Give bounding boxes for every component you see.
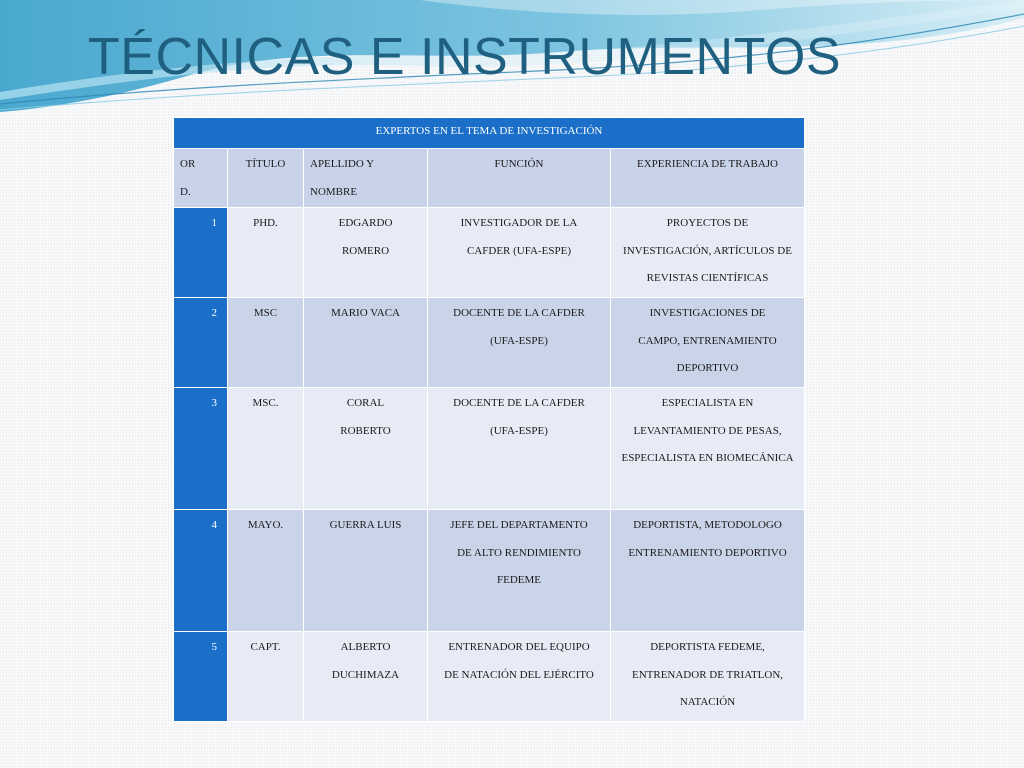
row-ord-text: 2 [211,307,217,319]
row-titulo [228,388,304,510]
row-nombre [304,298,428,388]
table-caption-text: EXPERTOS EN EL TEMA DE INVESTIGACIÓN [375,125,603,137]
header-ord [174,149,228,208]
header-apellido-nombre-text: APELLIDO Y NOMBRE [310,158,375,198]
row-experiencia-text: INVESTIGACIONES DE CAMPO, ENTRENAMIENTO DEPORTIVO [638,307,777,374]
row-titulo-text: PHD. [253,217,278,229]
row-ord [174,298,228,388]
row-nombre-text: ALBERTO DUCHIMAZA [331,641,400,681]
header-apellido-nombre [304,149,428,208]
row-funcion [428,208,611,298]
header-titulo-text: TÍTULO [245,158,286,170]
row-ord [174,632,228,722]
header-funcion-text: FUNCIÓN [494,158,544,170]
row-titulo [228,298,304,388]
header-experiencia [611,149,805,208]
table-row [174,208,805,298]
table-header-row [174,149,805,208]
row-nombre [304,632,428,722]
row-experiencia [611,388,805,510]
row-funcion-text: DOCENTE DE LA CAFDER (UFA-ESPE) [453,397,585,437]
row-titulo-text: MSC. [252,397,279,409]
row-nombre-text: MARIO VACA [331,307,400,319]
row-experiencia-text: DEPORTISTA, METODOLOGO ENTRENAMIENTO DEPORTIVO [628,519,787,559]
experts-table [173,117,805,722]
header-experiencia-text: EXPERIENCIA DE TRABAJO [637,158,778,170]
table-row [174,510,805,632]
row-ord-text: 3 [211,397,217,409]
row-funcion [428,388,611,510]
table-row [174,298,805,388]
row-ord [174,510,228,632]
header-titulo [228,149,304,208]
row-titulo-text: CAPT. [250,641,281,653]
table-caption-row [174,118,805,149]
row-ord [174,208,228,298]
row-funcion-text: JEFE DEL DEPARTAMENTO DE ALTO RENDIMIENTO FEDEME [450,519,588,586]
row-experiencia [611,298,805,388]
header-funcion [428,149,611,208]
row-experiencia [611,510,805,632]
row-nombre [304,388,428,510]
row-funcion [428,298,611,388]
header-ord-text: OR D. [180,158,196,198]
row-experiencia [611,208,805,298]
row-ord-text: 5 [211,641,217,653]
table-caption [174,118,805,149]
row-funcion [428,632,611,722]
row-nombre-text: GUERRA LUIS [329,519,402,531]
row-ord-text: 4 [211,519,217,531]
row-titulo-text: MSC [253,307,278,319]
row-ord-text: 1 [211,217,217,229]
row-nombre-text: EDGARDO ROMERO [338,217,393,257]
row-funcion-text: INVESTIGADOR DE LA CAFDER (UFA-ESPE) [460,217,578,257]
row-experiencia-text: PROYECTOS DE INVESTIGACIÓN, ARTÍCULOS DE REVISTAS CIENTÍFICAS [623,217,792,284]
row-titulo [228,510,304,632]
row-experiencia [611,632,805,722]
row-nombre-text: CORAL ROBERTO [340,397,391,437]
row-titulo [228,208,304,298]
row-ord [174,388,228,510]
row-titulo-text: MAYO. [247,519,284,531]
slide-title: TÉCNICAS E INSTRUMENTOS [88,28,842,86]
row-nombre [304,510,428,632]
row-funcion-text: ENTRENADOR DEL EQUIPO DE NATACIÓN DEL EJÉRCITO [444,641,594,681]
row-nombre [304,208,428,298]
row-titulo [228,632,304,722]
row-funcion-text: DOCENTE DE LA CAFDER (UFA-ESPE) [453,307,585,347]
table-row [174,632,805,722]
row-experiencia-text: ESPECIALISTA EN LEVANTAMIENTO DE PESAS, ESPECIALISTA EN BIOMECÁNICA [621,397,794,464]
table-row [174,388,805,510]
row-experiencia-text: DEPORTISTA FEDEME, ENTRENADOR DE TRIATLON, NATACIÓN [631,641,784,708]
row-funcion [428,510,611,632]
